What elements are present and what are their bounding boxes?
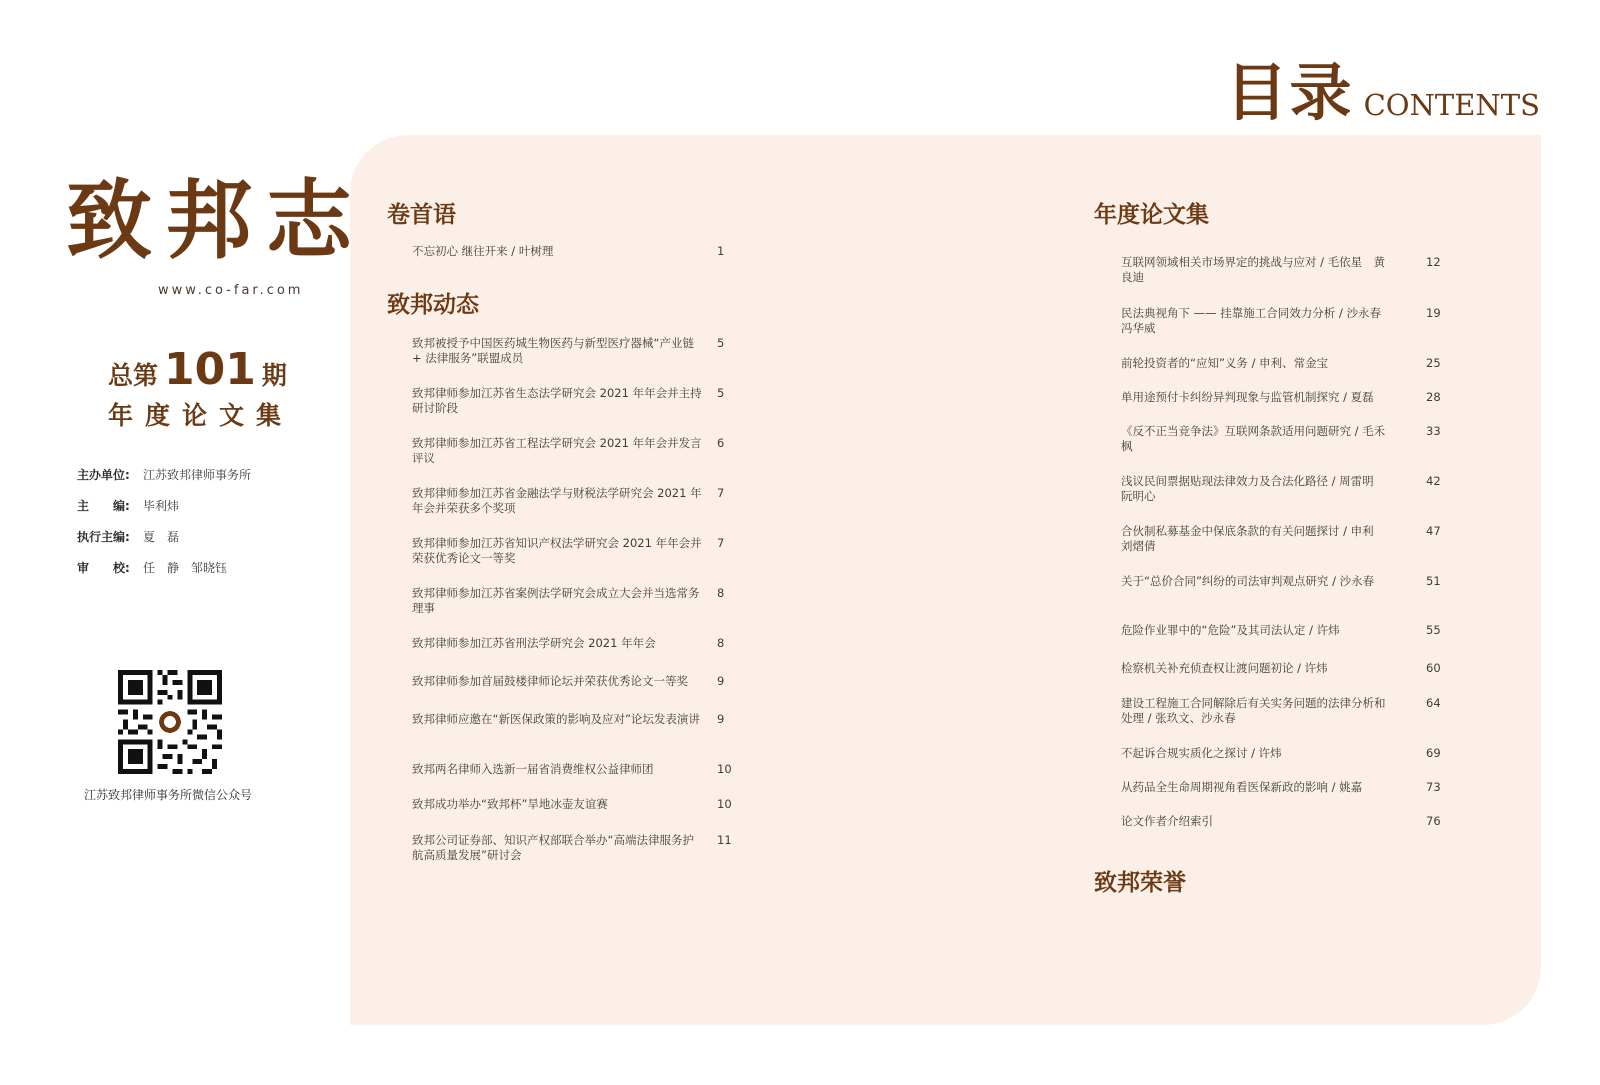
toc-entry-page: 55 <box>1426 623 1441 637</box>
qr-caption: 江苏致邦律师事务所微信公众号 <box>84 788 253 802</box>
issue-number <box>108 344 287 395</box>
toc-entry-title: 致邦律师应邀在“新医保政策的影响及应对”论坛发表演讲 <box>412 712 700 726</box>
editor-row <box>77 497 251 528</box>
contents-header <box>1225 56 1540 129</box>
editor-value: 毕利炜 <box>143 499 180 513</box>
contents-title-zh: 目录 <box>1225 56 1354 129</box>
toc-entry-title: 前轮投资者的“应知”义务 / 申利、常金宝 <box>1121 356 1329 370</box>
toc-entry-title: 从药品全生命周期视角看医保新政的影响 / 姚嘉 <box>1121 780 1363 794</box>
toc-entry-page: 1 <box>717 244 725 258</box>
editor-value: 江苏致邦律师事务所 <box>143 468 252 482</box>
toc-entry-title: 建设工程施工合同解除后有关实务问题的法律分析和处理 / 张玖文、沙永春 <box>1121 696 1386 725</box>
toc-entry-title: 致邦公司证券部、知识产权部联合举办“高端法律服务护航高质量发展”研讨会 <box>412 833 694 862</box>
editorial-info <box>77 466 251 590</box>
editor-value: 任 静 邹晓钰 <box>143 561 228 575</box>
section-title-papers: 年度论文集 <box>1094 202 1209 228</box>
toc-entry-page: 11 <box>717 833 732 847</box>
wechat-qr-code-icon <box>118 670 222 774</box>
toc-entry-title: 《反不正当竞争法》互联网条款适用问题研究 / 毛禾枫 <box>1121 424 1386 453</box>
toc-entry-title: 关于“总价合同”纠纷的司法审判观点研究 / 沙永春 <box>1121 574 1375 588</box>
toc-entry-title: 检察机关补充侦查权让渡问题初论 / 许炜 <box>1121 661 1328 675</box>
toc-entry-title: 不忘初心 继往开来 / 叶树理 <box>412 244 554 258</box>
magazine-logo: 致邦志 <box>66 170 366 271</box>
section-title-preface: 卷首语 <box>387 202 456 228</box>
editor-label: 主 编: <box>77 499 130 513</box>
toc-entry-page: 5 <box>717 386 725 400</box>
toc-entry-page: 8 <box>717 586 725 600</box>
contents-title-en: CONTENTS <box>1363 88 1540 122</box>
toc-entry-title: 致邦被授予中国医药城生物医药与新型医疗器械“产业链 + 法律服务”联盟成员 <box>412 336 694 365</box>
editor-row <box>77 528 251 559</box>
toc-entry-page: 51 <box>1426 574 1441 588</box>
issue-subtitle: 年度论文集 <box>108 401 294 430</box>
editor-label: 执行主编: <box>77 530 130 544</box>
toc-entry-title: 致邦律师参加首届鼓楼律师论坛并荣获优秀论文一等奖 <box>412 674 688 688</box>
toc-entry-title: 互联网领域相关市场界定的挑战与应对 / 毛依星 黄良迪 <box>1121 255 1386 284</box>
editor-label: 主办单位: <box>77 468 130 482</box>
toc-entry-title: 致邦成功举办“致邦杯”旱地冰壶友谊赛 <box>412 797 608 811</box>
editor-label: 审 校: <box>77 561 130 575</box>
section-title-honors: 致邦荣誉 <box>1094 870 1186 896</box>
toc-entry-title: 不起诉合规实质化之探讨 / 许炜 <box>1121 746 1282 760</box>
toc-entry-page: 5 <box>717 336 725 350</box>
toc-entry-title: 致邦律师参加江苏省刑法学研究会 2021 年年会 <box>412 636 656 650</box>
toc-entry-page: 47 <box>1426 524 1441 538</box>
toc-entry-page: 73 <box>1426 780 1441 794</box>
toc-entry-title: 致邦两名律师入选新一届省消费维权公益律师团 <box>412 762 654 776</box>
toc-entry-title: 危险作业罪中的“危险”及其司法认定 / 许炜 <box>1121 623 1340 637</box>
toc-entry-page: 28 <box>1426 390 1441 404</box>
toc-entry-page: 12 <box>1426 255 1441 269</box>
editor-row <box>77 559 251 590</box>
toc-entry-title: 致邦律师参加江苏省工程法学研究会 2021 年年会并发言评议 <box>412 436 702 465</box>
website-url: www.co-far.com <box>158 283 304 298</box>
toc-entry-page: 10 <box>717 762 732 776</box>
toc-entry-page: 7 <box>717 536 725 550</box>
toc-entry-page: 25 <box>1426 356 1441 370</box>
toc-entry-title: 致邦律师参加江苏省案例法学研究会成立大会并当选常务理事 <box>412 586 700 615</box>
section-title-news: 致邦动态 <box>387 292 479 318</box>
toc-entry-page: 10 <box>717 797 732 811</box>
issue-num: 101 <box>164 344 256 395</box>
toc-entry-title: 浅议民间票据贴现法律效力及合法化路径 / 周雷明 阮明心 <box>1121 474 1386 503</box>
toc-entry-title: 致邦律师参加江苏省知识产权法学研究会 2021 年年会并荣获优秀论文一等奖 <box>412 536 702 565</box>
toc-entry-page: 76 <box>1426 814 1441 828</box>
toc-entry-title: 民法典视角下 —— 挂靠施工合同效力分析 / 沙永春 冯华威 <box>1121 306 1393 335</box>
editor-value: 夏 磊 <box>143 530 180 544</box>
toc-entry-page: 19 <box>1426 306 1441 320</box>
toc-entry-page: 64 <box>1426 696 1441 710</box>
toc-entry-page: 69 <box>1426 746 1441 760</box>
toc-entry-page: 6 <box>717 436 725 450</box>
toc-entry-page: 8 <box>717 636 725 650</box>
toc-entry-page: 7 <box>717 486 725 500</box>
toc-entry-page: 9 <box>717 712 725 726</box>
toc-entry-title: 致邦律师参加江苏省生态法学研究会 2021 年年会并主持研讨阶段 <box>412 386 702 415</box>
toc-entry-page: 42 <box>1426 474 1441 488</box>
editor-row <box>77 466 251 497</box>
issue-suffix: 期 <box>261 361 287 390</box>
toc-entry-title: 论文作者介绍索引 <box>1121 814 1213 828</box>
toc-entry-title: 单用途预付卡纠纷异判现象与监管机制探究 / 夏磊 <box>1121 390 1374 404</box>
toc-entry-title: 致邦律师参加江苏省金融法学与财税法学研究会 2021 年年会并荣获多个奖项 <box>412 486 702 515</box>
issue-prefix: 总第 <box>108 361 159 390</box>
toc-entry-page: 33 <box>1426 424 1441 438</box>
toc-entry-title: 合伙制私募基金中保底条款的有关问题探讨 / 申利 刘熠倩 <box>1121 524 1386 553</box>
toc-entry-page: 9 <box>717 674 725 688</box>
toc-entry-page: 60 <box>1426 661 1441 675</box>
